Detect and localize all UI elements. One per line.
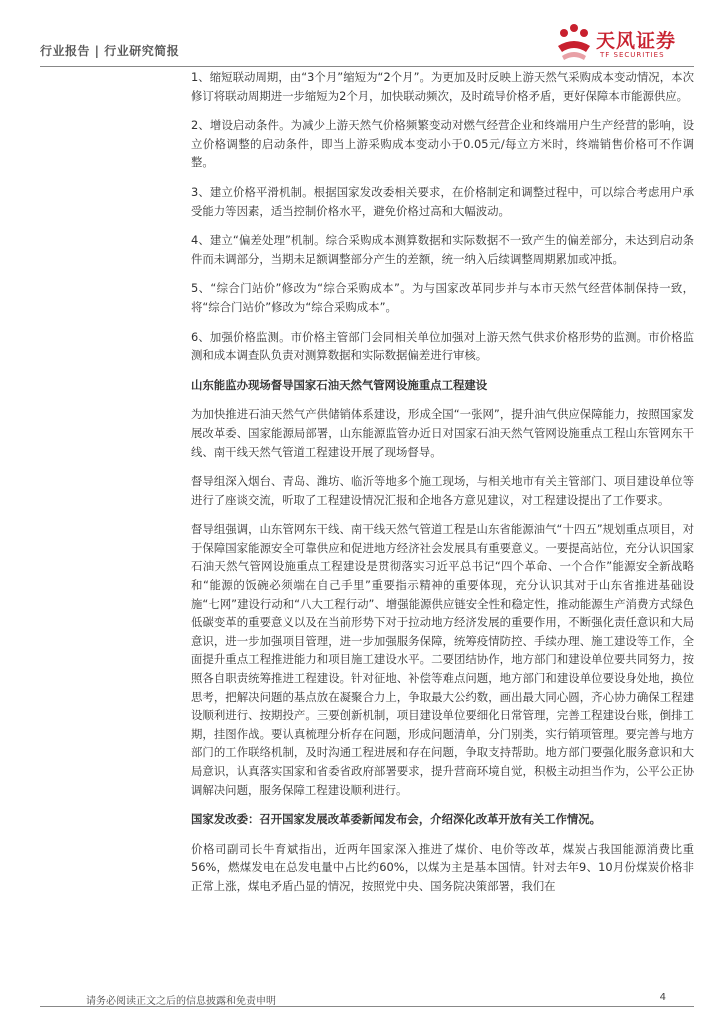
footer-divider — [40, 1006, 694, 1007]
brand-name-en: TF SECURITIES — [600, 51, 665, 59]
body-paragraph: 2、增设启动条件。为减少上游天然气价格频繁变动对燃气经营企业和终端用户生产经营的影响，设立价格调整的启动条件，即当上游采购成本变动小于0.05元/每立方米时，终端销售价格可不作调整。 — [191, 118, 694, 170]
body-paragraph: 价格司副司长牛育斌指出，近两年国家深入推进了煤价、电价等改革，煤炭占我国能源消费比重56%，燃煤发电在总发电量中占比约60%，以煤为主是基本国情。针对去年9、10月份煤炭价格非正常上涨，煤电矛盾凸显的情况，按照党中央、国务院决策部署，我们在 — [191, 841, 694, 893]
body-paragraph: 3、建立价格平滑机制。根据国家发改委相关要求，在价格制定和调整过程中，可以综合考虑用户承受能力等因素，适当控制价格水平，避免价格过高和大幅波动。 — [191, 184, 694, 218]
brand-name-cn: 天风证券 — [596, 30, 677, 52]
body-paragraph: 6、加强价格监测。市价格主管部门会同相关单位加强对上游天然气供求价格形势的监测。市价格监测和成本调查队负责对测算数据和实际数据偏差进行审核。 — [191, 329, 694, 363]
brand-logo — [554, 22, 694, 64]
body-paragraph: 5、“综合门站价”修改为“综合采购成本”。为与国家改革同步并与本市天然气经营体制保持一致，将“综合门站价”修改为“综合采购成本”。 — [191, 281, 694, 314]
page-number: 4 — [659, 992, 666, 1003]
body-paragraph: 1、缩短联动周期，由“3个月”缩短为“2个月”。为更加及时反映上游天然气采购成本变动情况，本次修订将联动周期进一步缩短为2个月，加快联动频次，及时疏导价格矛盾，更好保障本市能源供应。 — [191, 70, 694, 103]
body-paragraph: 督导组强调，山东管网东干线、南干线天然气管道工程是山东省能源油气“十四五”规划重点项目，对于保障国家能源安全可靠供应和促进地方经济社会发展具有重要意义。一要提高站位，充分认识国家石油天然气管网设施重点工程建设是贯彻落实习近平总书记“四个革命、一个合作”能源安全新战略和“能源的饭碗必须端在自己手里”重要指示精神的重要体现，充分认识其对于山东省推进基础设施“七网”建设行动和“八大工程行动”、增强能源供应链安全性和稳定性，推动能源生产消费方式绿色低碳变革的重要意义以及在当前形势下对于拉动地方经济发展的重要作用，不断强化责任意识和大局意识，进一步加强项目管理，进一步加强服务保障，统筹疫情防控、手续办理、施工建设等工作，全面提升重点工程推进能力和项目施工建设水平。二要团结协作，地方部门和建设单位要共同努力，按照各自职责统筹推进工程建设。针对征地、补偿等难点问题，地方部门和建设单位要设身处地，换位思考，把解决问题的基点放在凝聚合力上，争取最大公约数，画出最大同心圆，齐心协力确保工程建设顺利进行、按期投产。三要创新机制，项目建设单位要细化日常管理，完善工程建设台账，倒排工期，挂图作战。要认真梳理分析存在问题，形成问题清单，分门别类，实行销项管理。要完善与地方部门的工作联络机制，及时沟通工程进展和存在问题，争取支持帮助。地方部门要强化服务意识和大局意识，认真落实国家和省委省政府部署要求，提升营商环境自觉，积极主动担当作为，公平公正协调解决问题，服务保障工程建设顺利进行。 — [191, 522, 694, 797]
body-paragraph: 为加快推进石油天然气产供储销体系建设，形成全国“一张网”，提升油气供应保障能力，按照国家发展改革委、国家能源局部署，山东能源监管办近日对国家石油天然气管网设施重点工程山东管网东干线、南干线天然气管道工程建设开展了现场督导。 — [191, 407, 694, 459]
section-heading: 山东能监办现场督导国家石油天然气管网设施重点工程建设 — [191, 377, 488, 392]
section-heading: 国家发改委：召开国家发展改革委新闻发布会，介绍深化改革开放有关工作情况。 — [191, 812, 602, 827]
report-category: 行业报告 | 行业研究简报 — [40, 44, 180, 58]
body-paragraph: 督导组深入烟台、青岛、潍坊、临沂等地多个施工现场，与相关地市有关主管部门、项目建设单位等进行了座谈交流，听取了工程建设情况汇报和企地各方意见建议，对工程建设提出了工作要求。 — [191, 474, 694, 507]
body-paragraph: 4、建立“偏差处理”机制。综合采购成本测算数据和实际数据不一致产生的偏差部分，未达到启动条件而未调部分，当期未足额调整部分产生的差额，统一纳入后续调整周期累加或冲抵。 — [191, 233, 694, 266]
header-divider — [40, 66, 694, 67]
disclaimer-text: 请务必阅读正文之后的信息披露和免责申明 — [86, 996, 276, 1007]
tf-logo-icon — [554, 22, 594, 62]
report-body — [191, 68, 694, 907]
